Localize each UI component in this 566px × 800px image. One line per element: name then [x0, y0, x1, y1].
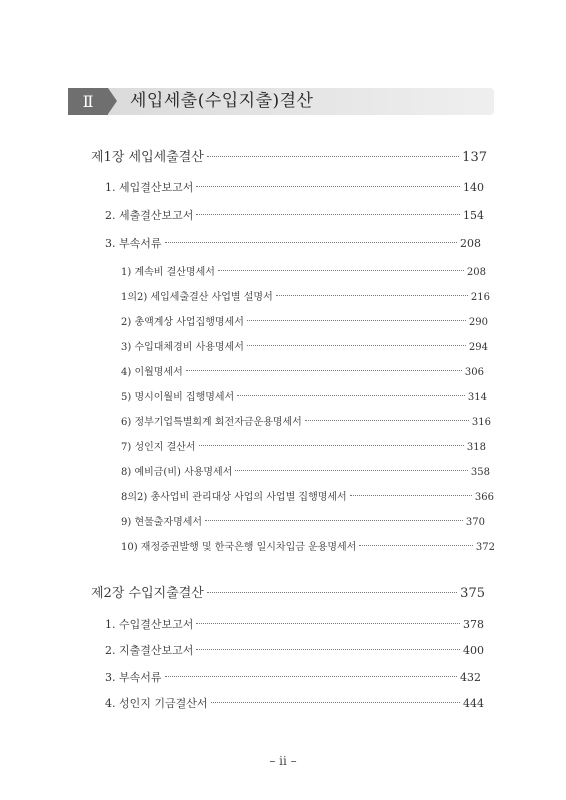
banner-arrow-icon [108, 88, 117, 114]
toc-label: 4. 성인지 기금결산서 [105, 697, 208, 710]
toc-page-number: 154 [463, 209, 484, 222]
toc-label: 1. 수입결산보고서 [105, 618, 194, 631]
toc-page-number: 316 [471, 417, 491, 428]
toc-leader [196, 214, 460, 215]
toc-page-number: 366 [474, 492, 494, 503]
toc-page-number: 314 [467, 392, 487, 403]
toc-leader [350, 495, 472, 496]
section-number: Ⅱ [68, 88, 108, 115]
toc-subitem[interactable] [121, 363, 484, 378]
toc-subitem[interactable] [121, 263, 486, 278]
toc-subitem[interactable] [121, 513, 485, 528]
toc-item[interactable] [105, 642, 484, 658]
toc-label: 2. 세출결산보고서 [105, 209, 194, 222]
toc-item[interactable] [105, 695, 484, 711]
toc-label: 8) 예비금(비) 사용명세서 [121, 467, 233, 478]
toc-leader [199, 445, 464, 446]
toc-page-number: 140 [463, 181, 484, 194]
toc-leader [196, 186, 460, 187]
toc-label: 3. 부속서류 [105, 671, 162, 684]
toc-label: 10) 재정증권발행 및 한국은행 일시차입금 운용명세서 [121, 542, 357, 553]
section-title: 세입세출(수입지출)결산 [130, 91, 314, 111]
toc-label: 6) 정부기업특별회계 회전자금운용명세서 [121, 417, 302, 428]
toc-label: 제1장 세입세출결산 [91, 150, 204, 165]
toc-subitem[interactable] [121, 463, 490, 478]
toc-page-number: 370 [465, 517, 485, 528]
toc-page-number: 444 [463, 697, 484, 710]
toc-page-number: 378 [463, 618, 484, 631]
toc-leader [276, 295, 468, 296]
toc-subitem[interactable] [121, 288, 490, 303]
page-footer: – ii – [269, 754, 297, 768]
toc-subitem[interactable] [121, 488, 494, 503]
toc-leader [205, 520, 463, 521]
toc-page-number: 306 [464, 367, 484, 378]
toc-leader [165, 242, 458, 243]
toc-label: 제2장 수입지출결산 [91, 586, 204, 601]
toc-label: 1. 세입결산보고서 [105, 181, 194, 194]
toc-page-number: 294 [468, 342, 488, 353]
toc-leader [305, 420, 469, 421]
toc-label: 2) 총액계상 사업집행명세서 [121, 317, 244, 328]
toc-leader [247, 345, 466, 346]
toc-page-number: 400 [463, 644, 484, 657]
toc-label: 1의2) 세입세출결산 사업별 설명서 [121, 292, 273, 303]
toc-label: 5) 명시이월비 집행명세서 [121, 392, 235, 403]
toc-subitem[interactable] [121, 438, 486, 453]
toc-leader [359, 545, 473, 546]
toc-leader [165, 676, 458, 677]
toc-leader [237, 395, 465, 396]
toc-item[interactable] [105, 669, 481, 685]
toc-leader [218, 270, 464, 271]
toc-label: 3. 부속서류 [105, 237, 162, 250]
toc-page-number: 375 [460, 586, 485, 601]
toc-item[interactable] [105, 179, 484, 195]
toc-subitem[interactable] [121, 388, 487, 403]
toc-page-number: 372 [475, 542, 495, 553]
toc-leader [196, 649, 460, 650]
toc-page-number: 137 [462, 150, 487, 165]
toc-chapter-2[interactable] [91, 582, 485, 601]
toc-leader [235, 470, 468, 471]
toc-page-number: 208 [466, 267, 486, 278]
toc-leader [186, 370, 462, 371]
toc-page-number: 216 [470, 292, 490, 303]
toc-label: 7) 성인지 결산서 [121, 442, 196, 453]
section-banner [68, 88, 494, 115]
toc-label: 2. 지출결산보고서 [105, 644, 194, 657]
toc-subitem[interactable] [121, 538, 495, 553]
toc-item[interactable] [105, 616, 484, 632]
toc-leader [207, 156, 459, 157]
toc-label: 3) 수입대체경비 사용명세서 [121, 342, 244, 353]
toc-subitem[interactable] [121, 413, 491, 428]
toc-chapter-1[interactable] [91, 146, 487, 165]
toc-item[interactable] [105, 207, 484, 223]
toc-label: 4) 이월명세서 [121, 367, 183, 378]
toc-leader [247, 320, 466, 321]
toc-subitem[interactable] [121, 338, 488, 353]
toc-leader [207, 592, 457, 593]
toc-subitem[interactable] [121, 313, 488, 328]
toc-label: 8의2) 총사업비 관리대상 사업의 사업별 집행명세서 [121, 492, 347, 503]
toc-page-number: 290 [468, 317, 488, 328]
toc-page-number: 432 [460, 671, 481, 684]
toc-page-number: 318 [466, 442, 486, 453]
toc-page-number: 358 [470, 467, 490, 478]
toc-leader [211, 702, 461, 703]
toc-item[interactable] [105, 235, 481, 251]
toc-label: 1) 계속비 결산명세서 [121, 267, 215, 278]
toc-label: 9) 현물출자명세서 [121, 517, 203, 528]
toc-page-number: 208 [460, 237, 481, 250]
toc-leader [196, 623, 460, 624]
